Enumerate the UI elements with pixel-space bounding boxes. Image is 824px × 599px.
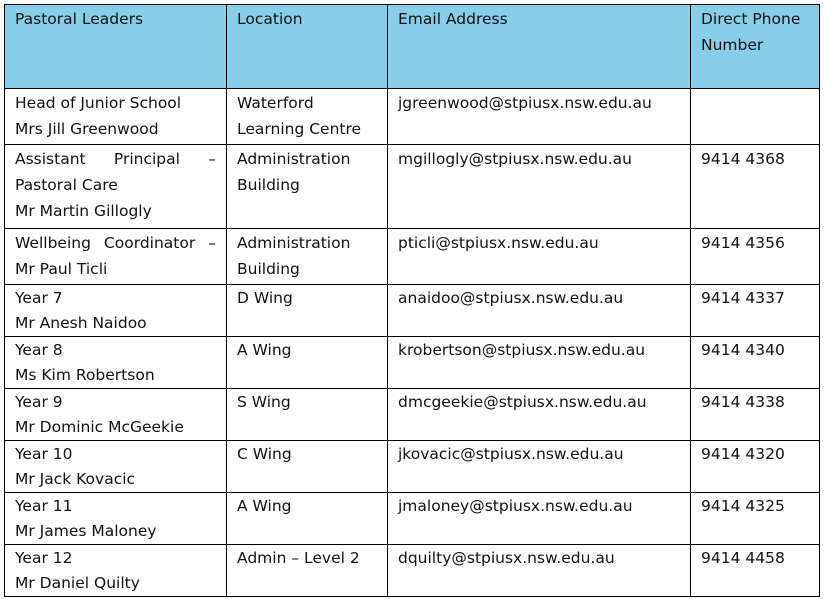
leader-cell	[5, 337, 227, 389]
table-row	[5, 89, 820, 145]
leader-name: Mr James Maloney	[15, 522, 157, 540]
leader-cell	[5, 145, 227, 229]
location-cell: C Wing	[227, 441, 388, 493]
location-cell: Waterford Learning Centre	[227, 89, 388, 145]
location-cell: A Wing	[227, 493, 388, 545]
email-cell: jkovacic@stpiusx.nsw.edu.au	[388, 441, 691, 493]
leader-cell	[5, 493, 227, 545]
table-row	[5, 441, 820, 493]
location-cell: D Wing	[227, 285, 388, 337]
leader-name: Mr Martin Gillogly	[15, 202, 152, 220]
location-cell: Admin – Level 2	[227, 545, 388, 597]
phone-cell: 9414 4368	[691, 145, 820, 229]
location-cell: S Wing	[227, 389, 388, 441]
leader-cell	[5, 285, 227, 337]
phone-cell	[691, 89, 820, 145]
email-cell: dmcgeekie@stpiusx.nsw.edu.au	[388, 389, 691, 441]
table-row	[5, 389, 820, 441]
leader-name: Mrs Jill Greenwood	[15, 120, 159, 138]
leader-role: Year 10	[15, 445, 73, 463]
table-row	[5, 337, 820, 389]
table-row	[5, 285, 820, 337]
leader-cell	[5, 229, 227, 285]
leader-role: Year 7	[15, 289, 63, 307]
header-row	[5, 5, 820, 89]
leader-cell	[5, 545, 227, 597]
email-cell: krobertson@stpiusx.nsw.edu.au	[388, 337, 691, 389]
table-body	[5, 89, 820, 597]
phone-cell: 9414 4337	[691, 285, 820, 337]
phone-cell: 9414 4325	[691, 493, 820, 545]
location-cell: Administration Building	[227, 145, 388, 229]
phone-cell: 9414 4340	[691, 337, 820, 389]
leader-role: Year 12	[15, 549, 73, 567]
leader-role: Wellbeing Coordinator – Mr Paul Ticli	[15, 234, 216, 278]
leader-role: Year 11	[15, 497, 73, 515]
table-header	[5, 5, 820, 89]
email-cell: dquilty@stpiusx.nsw.edu.au	[388, 545, 691, 597]
table-row	[5, 493, 820, 545]
header-location: Location	[227, 5, 388, 89]
phone-cell: 9414 4356	[691, 229, 820, 285]
leader-role: Assistant Principal – Pastoral Care	[15, 150, 216, 194]
header-direct-phone-number: Direct Phone Number	[691, 5, 820, 89]
email-cell: pticli@stpiusx.nsw.edu.au	[388, 229, 691, 285]
location-cell: Administration Building	[227, 229, 388, 285]
leader-cell	[5, 441, 227, 493]
leader-role: Year 9	[15, 393, 63, 411]
leader-cell	[5, 89, 227, 145]
leader-cell	[5, 389, 227, 441]
leader-name: Ms Kim Robertson	[15, 366, 155, 384]
leader-role: Head of Junior School	[15, 94, 182, 112]
email-cell: jgreenwood@stpiusx.nsw.edu.au	[388, 89, 691, 145]
leader-name: Mr Dominic McGeekie	[15, 418, 184, 436]
table-row	[5, 545, 820, 597]
phone-cell: 9414 4338	[691, 389, 820, 441]
header-email-address: Email Address	[388, 5, 691, 89]
email-cell: jmaloney@stpiusx.nsw.edu.au	[388, 493, 691, 545]
pastoral-leaders-table	[4, 4, 820, 597]
table-row	[5, 145, 820, 229]
email-cell: mgillogly@stpiusx.nsw.edu.au	[388, 145, 691, 229]
table-row	[5, 229, 820, 285]
leader-name: Mr Daniel Quilty	[15, 574, 140, 592]
phone-cell: 9414 4458	[691, 545, 820, 597]
leader-name: Mr Jack Kovacic	[15, 470, 136, 488]
phone-cell: 9414 4320	[691, 441, 820, 493]
leader-role: Year 8	[15, 341, 63, 359]
email-cell: anaidoo@stpiusx.nsw.edu.au	[388, 285, 691, 337]
header-pastoral-leaders: Pastoral Leaders	[5, 5, 227, 89]
leader-name: Mr Anesh Naidoo	[15, 314, 147, 332]
location-cell: A Wing	[227, 337, 388, 389]
